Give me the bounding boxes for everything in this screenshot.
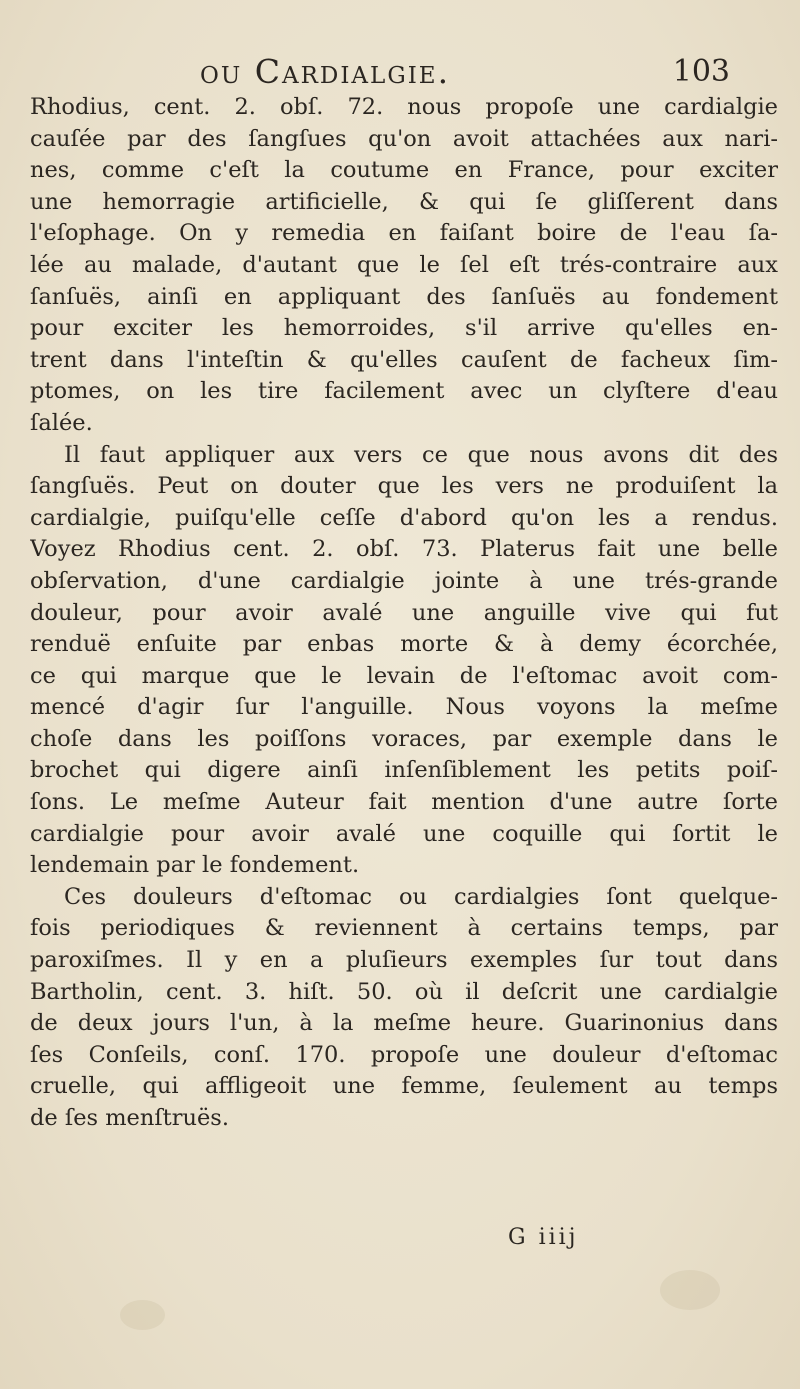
text-line: trent dans l'inteſtin & qu'elles cauſent de facheux ſim-: [30, 346, 778, 373]
text-line: Ces douleurs d'eſtomac ou cardialgies ſont quelque-: [64, 883, 778, 910]
signature-mark: G iiij: [508, 1225, 579, 1250]
paper-stain: [120, 1300, 165, 1330]
text-line: cauſée par des ſangſues qu'on avoit attachées aux nari-: [30, 125, 778, 152]
text-line: ſes Conſeils, conſ. 170. propoſe une douleur d'eſtomac: [30, 1041, 778, 1068]
text-line: lendemain par le fondement.: [30, 852, 360, 879]
text-line: mencé d'agir ſur l'anguille. Nous voyons la meſme: [30, 694, 778, 721]
body-text: [30, 92, 778, 1135]
text-line: obſervation, d'une cardialgie jointe à une trés-grande: [30, 567, 778, 594]
text-line: ſalée.: [30, 409, 93, 436]
text-line: ſanſuës, ainſi en appliquant des ſanſuës au fondement: [30, 283, 778, 310]
running-head: ou Cardialgie.: [200, 52, 451, 91]
text-line: de deux jours l'un, à la meſme heure. Guarinonius dans: [30, 1010, 778, 1037]
text-line: de ſes menſtruës.: [30, 1105, 229, 1131]
text-line: cruelle, qui affligeoit une femme, ſeulement au temps: [30, 1073, 778, 1100]
page-number: 103: [672, 54, 730, 89]
page-header: [190, 52, 730, 92]
text-line: ptomes, on les tire facilement avec un clyſtere d'eau: [30, 378, 778, 405]
text-line: Bartholin, cent. 3. hiſt. 50. où il deſcrit une cardialgie: [30, 978, 778, 1005]
text-line: l'eſophage. On y remedia en faiſant boire de l'eau ſa-: [30, 220, 778, 247]
text-line: renduë enſuite par enbas morte & à demy écorchée,: [30, 631, 778, 658]
text-line: cardialgie pour avoir avalé une coquille qui ſortit le: [30, 820, 778, 847]
text-line: choſe dans les poiſſons voraces, par exemple dans le: [30, 725, 778, 752]
text-line: fois periodiques & reviennent à certains temps, par: [30, 915, 778, 942]
text-line: cardialgie, puiſqu'elle ceſſe d'abord qu'on les a rendus.: [30, 504, 778, 531]
text-line: ſangſuës. Peut on douter que les vers ne produiſent la: [30, 473, 778, 500]
text-line: Il faut appliquer aux vers ce que nous avons dit des: [64, 441, 778, 468]
text-line: Rhodius, cent. 2. obſ. 72. nous propoſe une cardialgie: [30, 94, 778, 120]
text-line: une hemorragie artificielle, & qui ſe gliſſerent dans: [30, 188, 778, 215]
text-line: paroxiſmes. Il y en a pluſieurs exemples ſur tout dans: [30, 947, 778, 974]
text-line: Voyez Rhodius cent. 2. obſ. 73. Platerus fait une belle: [30, 536, 778, 563]
text-line: lée au malade, d'autant que le ſel eſt trés-contraire aux: [30, 251, 778, 278]
text-line: nes, comme c'eſt la coutume en France, pour exciter: [30, 157, 778, 184]
text-line: ſons. Le meſme Auteur fait mention d'une autre ſorte: [30, 789, 778, 816]
text-line: ce qui marque que le levain de l'eſtomac avoit com-: [30, 662, 778, 689]
paper-stain: [660, 1270, 720, 1310]
text-line: pour exciter les hemorroides, s'il arrive qu'elles en-: [30, 315, 778, 342]
text-line: brochet qui digere ainſi inſenſiblement les petits poiſ-: [30, 757, 778, 784]
text-line: douleur, pour avoir avalé une anguille vive qui fut: [30, 599, 778, 626]
